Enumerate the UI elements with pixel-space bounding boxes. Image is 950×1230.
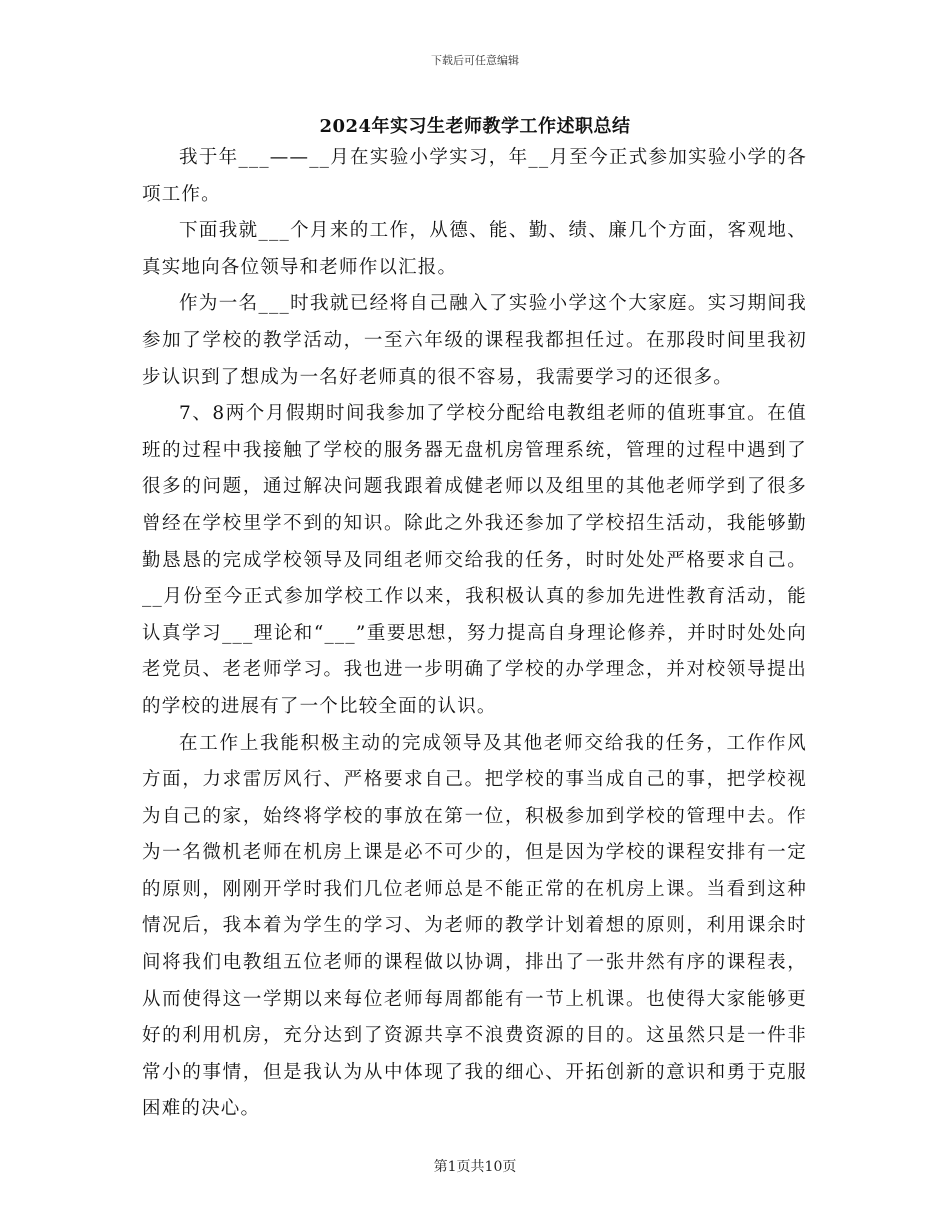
document-title: 2024年实习生老师教学工作述职总结 [319, 116, 631, 137]
paragraph-2: 下面我就___个月来的工作，从德、能、勤、绩、廉几个方面，客观地、真实地向各位领导和老师作以汇报。 [142, 220, 807, 278]
page-header-note: 下载后可任意编辑 [431, 54, 519, 67]
document-body [142, 140, 807, 1128]
paragraph-1: 我于年___——__月在实验小学实习，年__月至今正式参加实验小学的各项工作。 [142, 147, 807, 205]
paragraph-5: 在工作上我能积极主动的完成领导及其他老师交给我的任务，工作作风方面，力求雷厉风行、严格要求自己。把学校的事当成自己的事，把学校视为自己的家，始终将学校的事放在第一位，积极参加到学校的管理中去。作为一名微机老师在机房上课是必不可少的，但是因为学校的课程安排有一定的原则，刚刚开学时我们几位老师总是不能正常的在机房上课。当看到这种情况后，我本着为学生的学习、为老师的教学计划着想的原则，利用课余时间将我们电教组五位老师的课程做以协调，排出了一张井然有序的课程表，从而使得这一学期以来每位老师每周都能有一节上机课。也使得大家能够更好的利用机房，充分达到了资源共享不浪费资源的目的。这虽然只是一件非常小的事情，但是我认为从中体现了我的细心、开拓创新的意识和勇于克服困难的决心。 [142, 732, 807, 1120]
paragraph-3: 作为一名___时我就已经将自己融入了实验小学这个大家庭。实习期间我参加了学校的教学活动，一至六年级的课程我都担任过。在那段时间里我初步认识到了想成为一名好老师真的很不容易，我需要学习的还很多。 [142, 293, 807, 388]
page-number: 第1页共10页 [433, 1159, 517, 1175]
paragraph-4: 7、8两个月假期时间我参加了学校分配给电教组老师的值班事宜。在值班的过程中我接触了学校的服务器无盘机房管理系统，管理的过程中遇到了很多的问题，通过解决问题我跟着成健老师以及组里的其他老师学到了很多曾经在学校里学不到的知识。除此之外我还参加了学校招生活动，我能够勤勤恳恳的完成学校领导及同组老师交给我的任务，时时处处严格要求自己。__月份至今正式参加学校工作以来，我积极认真的参加先进性教育活动，能认真学习___理论和“___”重要思想，努力提高自身理论修养，并时时处处向老党员、老老师学习。我也进一步明确了学校的办学理念，并对校领导提出的学校的进展有了一个比较全面的认识。 [142, 403, 807, 717]
